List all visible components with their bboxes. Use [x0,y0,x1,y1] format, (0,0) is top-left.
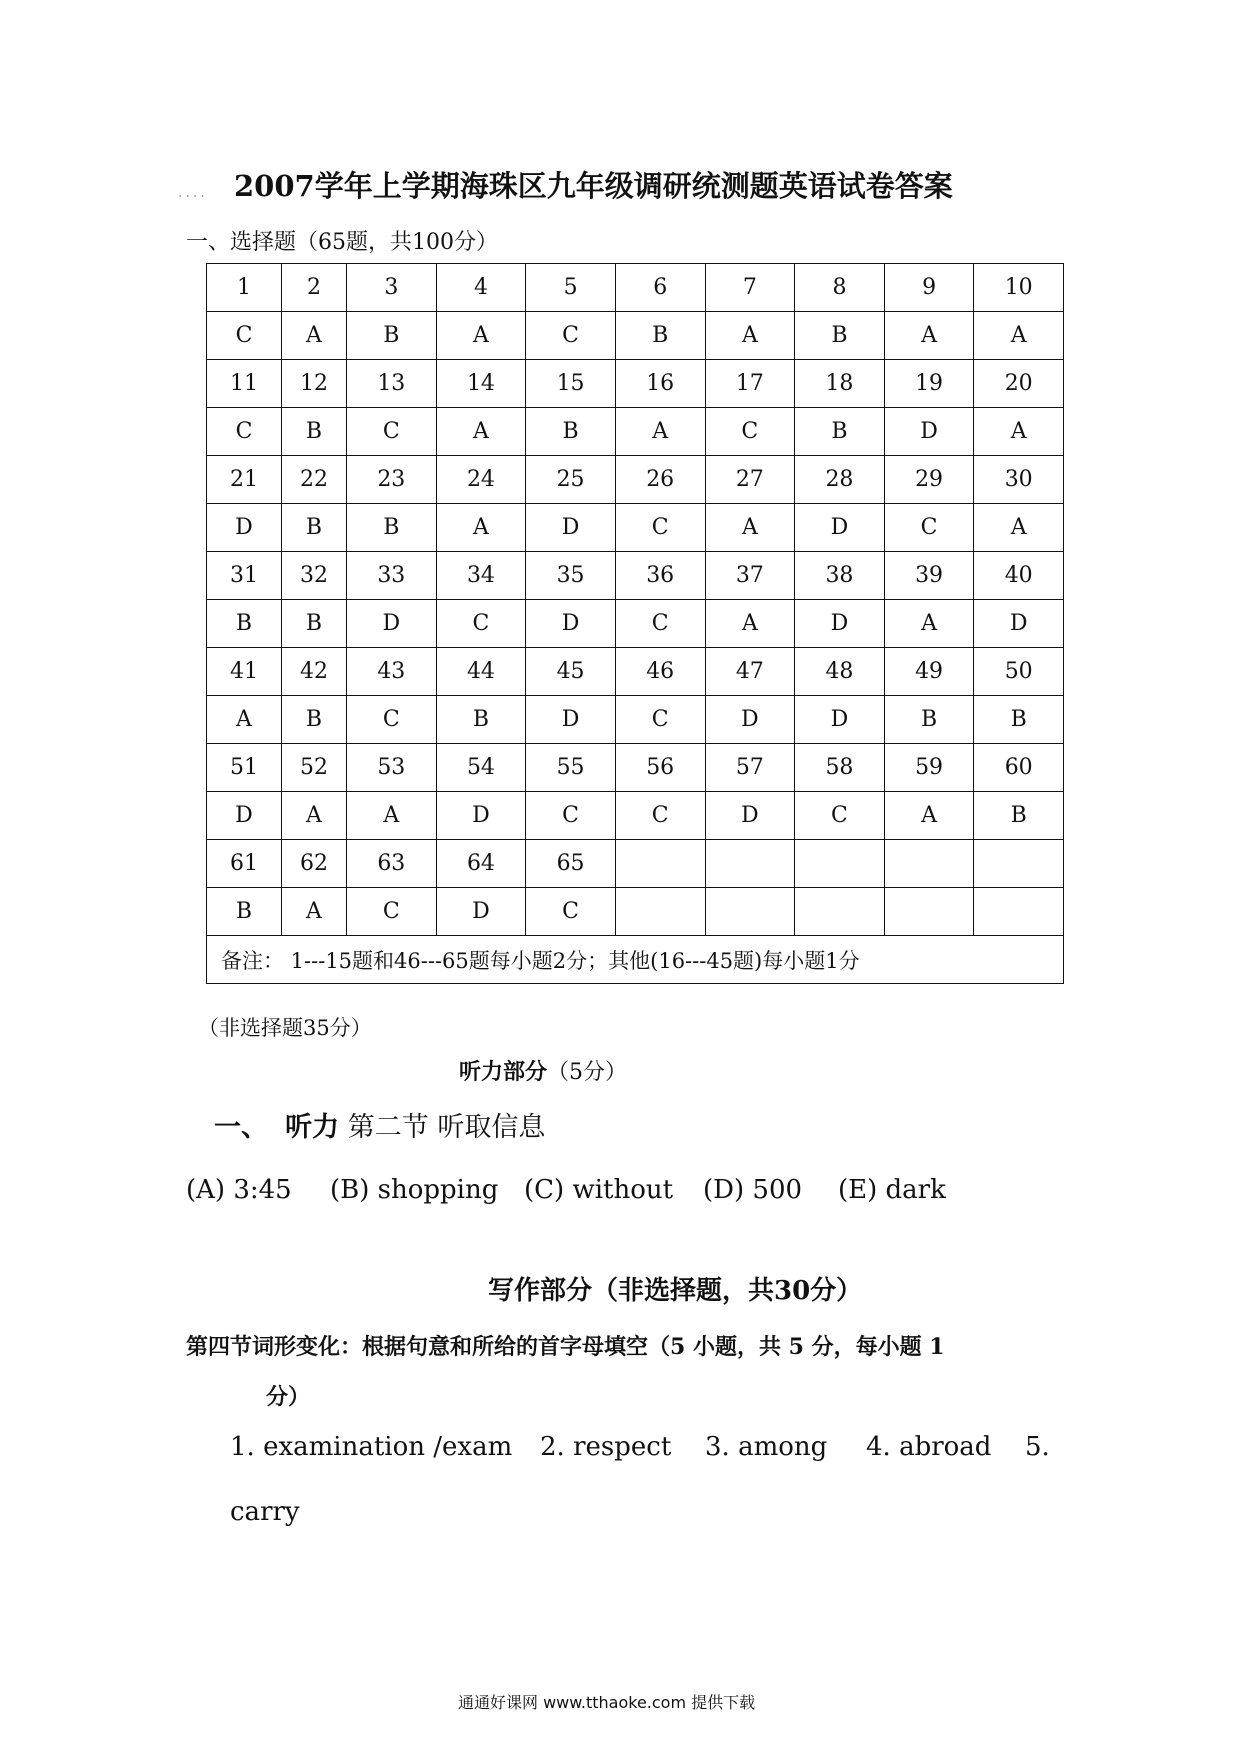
answer-cell: B [615,312,705,360]
answer-cell: D [436,888,526,936]
answer-table [206,263,1064,984]
question-number-cell: 51 [207,744,282,792]
answer-cell: D [526,504,616,552]
answer-cell: D [526,696,616,744]
question-number-cell: 27 [705,456,795,504]
answer-cell: C [615,696,705,744]
answer-row [207,312,1064,360]
question-number-cell: 6 [615,264,705,312]
answer-cell: A [436,504,526,552]
answer-cell: C [615,504,705,552]
question-number-cell: 45 [526,648,616,696]
question-number-cell: 60 [974,744,1064,792]
answer-cell: B [526,408,616,456]
answer-cell: A [282,312,347,360]
question-number-cell: 29 [884,456,974,504]
question-number-row [207,744,1064,792]
decorative-dots: .... [178,185,208,201]
answer-cell: B [207,888,282,936]
vocab-answer-5-number: 5. [1025,1432,1050,1462]
question-number-cell: 65 [526,840,616,888]
answer-cell: C [795,792,885,840]
question-number-cell: 14 [436,360,526,408]
question-number-cell: 10 [974,264,1064,312]
answer-cell: B [207,600,282,648]
question-number-cell: 53 [347,744,437,792]
answer-cell: A [282,792,347,840]
listening-heading-bold: 听力 [285,1112,340,1143]
question-number-cell: 8 [795,264,885,312]
answer-cell: C [884,504,974,552]
question-number-cell: 12 [282,360,347,408]
answer-cell: C [705,408,795,456]
answer-cell: C [526,792,616,840]
question-number-cell: 15 [526,360,616,408]
vocab-answer-3: 3. among [705,1432,828,1462]
answer-cell: A [615,408,705,456]
listening-answer-b: (B) shopping [330,1175,499,1205]
question-number-cell: 24 [436,456,526,504]
answer-cell [795,888,885,936]
question-number-cell: 63 [347,840,437,888]
answer-cell: B [347,312,437,360]
question-number-row [207,264,1064,312]
vocab-answer-1: 1. examination /exam [230,1432,513,1462]
listening-answer-a: (A) 3:45 [186,1175,292,1205]
answer-cell: C [526,312,616,360]
answer-cell: A [436,408,526,456]
question-number-cell: 31 [207,552,282,600]
answer-row [207,696,1064,744]
listening-title-bold: 听力部分 [459,1059,548,1085]
question-number-cell: 48 [795,648,885,696]
question-number-cell: 43 [347,648,437,696]
answer-cell: A [974,408,1064,456]
listening-title [459,1055,627,1086]
question-number-cell: 23 [347,456,437,504]
answer-cell: A [974,312,1064,360]
question-number-cell: 18 [795,360,885,408]
question-number-cell: 21 [207,456,282,504]
section4-instructions-cont: 分） [266,1384,311,1410]
answer-cell: D [347,600,437,648]
answer-cell: B [795,408,885,456]
answer-cell: D [795,600,885,648]
question-number-cell: 57 [705,744,795,792]
answer-cell: B [347,504,437,552]
question-number-cell: 38 [795,552,885,600]
question-number-cell [795,840,885,888]
answer-row [207,600,1064,648]
listening-answer-e: (E) dark [838,1175,946,1205]
answer-cell: D [705,696,795,744]
answer-cell: C [207,312,282,360]
answer-cell: D [436,792,526,840]
answer-row [207,792,1064,840]
question-number-cell: 26 [615,456,705,504]
answer-cell: C [347,408,437,456]
listening-answer-d: (D) 500 [703,1175,803,1205]
vocab-answer-2: 2. respect [540,1432,672,1462]
question-number-cell [705,840,795,888]
question-number-row [207,648,1064,696]
answer-cell: B [884,696,974,744]
answer-cell: A [705,600,795,648]
question-number-row [207,360,1064,408]
question-number-cell: 42 [282,648,347,696]
question-number-cell: 40 [974,552,1064,600]
question-number-cell: 30 [974,456,1064,504]
question-number-cell: 13 [347,360,437,408]
question-number-row [207,840,1064,888]
answer-cell: C [347,888,437,936]
question-number-cell: 39 [884,552,974,600]
answer-cell: D [207,792,282,840]
answer-cell [705,888,795,936]
question-number-cell: 59 [884,744,974,792]
choice-section-heading: 一、选择题（65题，共100分） [186,230,498,255]
question-number-cell: 35 [526,552,616,600]
question-number-cell: 16 [615,360,705,408]
question-number-cell: 17 [705,360,795,408]
answer-cell: D [795,504,885,552]
listening-heading-number: 一、 [214,1112,268,1143]
answer-cell: A [705,504,795,552]
question-number-cell: 5 [526,264,616,312]
vocab-answer-5-word: carry [230,1497,300,1527]
answer-cell [615,888,705,936]
question-number-cell: 61 [207,840,282,888]
question-number-cell: 47 [705,648,795,696]
question-number-cell [884,840,974,888]
answer-cell: D [884,408,974,456]
question-number-cell: 9 [884,264,974,312]
question-number-cell: 52 [282,744,347,792]
question-number-cell: 25 [526,456,616,504]
question-number-cell: 1 [207,264,282,312]
answer-cell: C [615,792,705,840]
answer-cell: C [207,408,282,456]
listening-heading [214,1105,545,1144]
answer-cell: C [347,696,437,744]
question-number-cell: 54 [436,744,526,792]
question-number-cell: 28 [795,456,885,504]
answer-cell: B [436,696,526,744]
question-number-cell: 19 [884,360,974,408]
listening-title-rest: （5分） [547,1060,628,1085]
answer-cell: B [282,600,347,648]
question-number-cell: 44 [436,648,526,696]
question-number-cell: 64 [436,840,526,888]
question-number-cell: 49 [884,648,974,696]
question-number-cell: 20 [974,360,1064,408]
question-number-cell: 2 [282,264,347,312]
question-number-cell: 58 [795,744,885,792]
answer-cell: B [282,504,347,552]
question-number-cell: 3 [347,264,437,312]
answer-cell: B [974,792,1064,840]
answer-cell: B [795,312,885,360]
answer-table-body [207,264,1064,984]
question-number-cell [615,840,705,888]
answer-cell: A [884,600,974,648]
answer-cell: C [526,888,616,936]
question-number-cell: 37 [705,552,795,600]
question-number-cell: 62 [282,840,347,888]
question-number-row [207,552,1064,600]
question-number-cell: 34 [436,552,526,600]
question-number-row [207,456,1064,504]
section4-instructions: 第四节词形变化：根据句意和所给的首字母填空（5 小题，共 5 分，每小题 1 [186,1334,945,1360]
answer-cell: D [705,792,795,840]
answer-cell: D [207,504,282,552]
question-number-cell: 4 [436,264,526,312]
answer-cell: B [974,696,1064,744]
listening-heading-rest: 第二节 听取信息 [347,1112,546,1143]
answer-cell: B [282,696,347,744]
answer-row [207,408,1064,456]
question-number-cell [974,840,1064,888]
answer-cell: A [884,312,974,360]
answer-cell: D [795,696,885,744]
answer-cell: A [974,504,1064,552]
answer-cell [974,888,1064,936]
question-number-cell: 50 [974,648,1064,696]
answer-cell [884,888,974,936]
listening-answer-c: (C) without [524,1175,674,1205]
answer-row [207,888,1064,936]
page-title: 2007学年上学期海珠区九年级调研统测题英语试卷答案 [234,169,953,203]
answer-cell: A [282,888,347,936]
answer-cell: A [705,312,795,360]
answer-cell: D [974,600,1064,648]
footer-source: 通通好课网 www.tthaoke.com 提供下载 [458,1693,756,1712]
question-number-cell: 22 [282,456,347,504]
answer-cell: B [282,408,347,456]
answer-cell: C [436,600,526,648]
writing-title: 写作部分（非选择题，共30分） [488,1276,863,1306]
non-choice-label: （非选择题35分） [198,1016,372,1040]
question-number-cell: 7 [705,264,795,312]
question-number-cell: 46 [615,648,705,696]
question-number-cell: 33 [347,552,437,600]
answer-cell: D [526,600,616,648]
question-number-cell: 32 [282,552,347,600]
note-row [207,936,1064,984]
question-number-cell: 41 [207,648,282,696]
answer-cell: A [436,312,526,360]
answer-cell: C [615,600,705,648]
question-number-cell: 55 [526,744,616,792]
answer-row [207,504,1064,552]
vocab-answer-4: 4. abroad [866,1432,992,1462]
answer-cell: A [207,696,282,744]
answer-cell: A [347,792,437,840]
question-number-cell: 56 [615,744,705,792]
question-number-cell: 11 [207,360,282,408]
answer-cell: A [884,792,974,840]
question-number-cell: 36 [615,552,705,600]
scoring-note: 备注： 1---15题和46---65题每小题2分；其他(16---45题)每小题1分 [207,936,1064,984]
